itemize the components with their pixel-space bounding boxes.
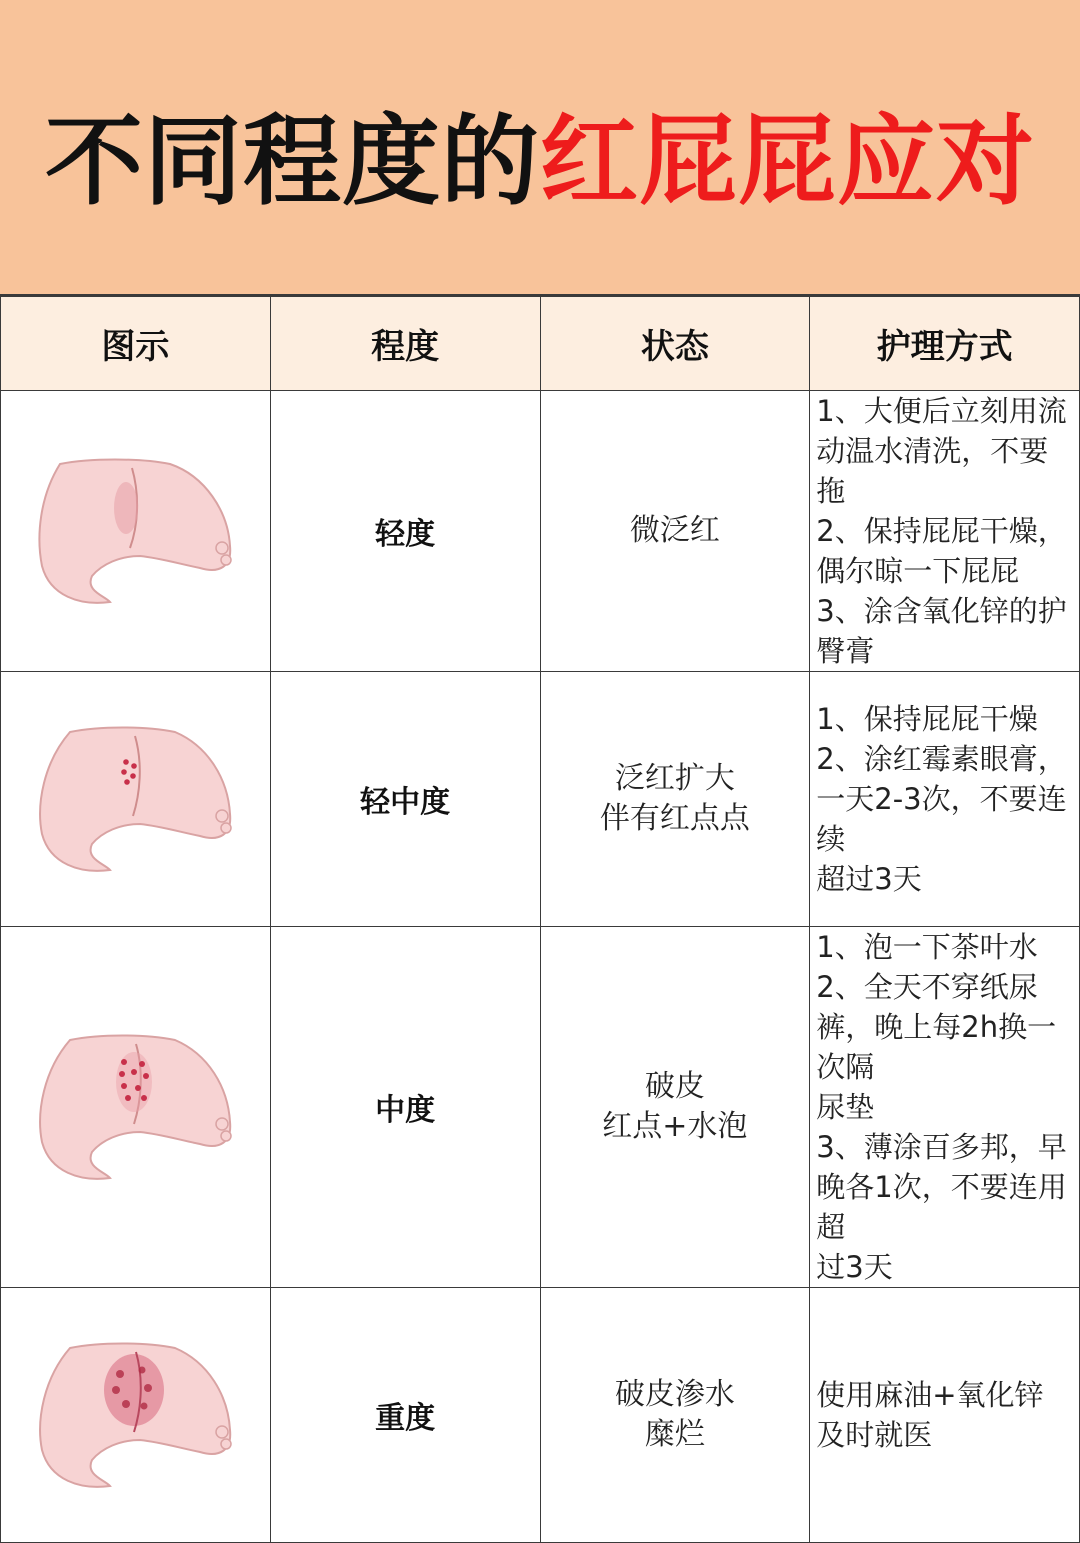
state-text: 微泛红: [629, 513, 720, 548]
state-text: 红点+水泡: [602, 1109, 748, 1144]
degree-cell: 重度: [270, 1288, 540, 1543]
care-text: 3、薄涂百多邦，早晚各1次，不要连用超: [816, 1130, 1067, 1244]
title-red-part: 红屁屁应对: [540, 104, 1036, 219]
illustration-cell: [1, 927, 271, 1288]
baby-bottom-moderate-illustration: [30, 1032, 240, 1182]
title-black-part: 不同程度的: [44, 104, 540, 219]
illustration-cell: [1, 1288, 271, 1543]
care-cell: [810, 672, 1080, 927]
table-row: [1, 391, 1080, 672]
state-text: 破皮渗水: [614, 1377, 735, 1412]
care-text: 1、保持屁屁干燥: [816, 702, 1038, 736]
baby-bottom-severe-illustration: [30, 1340, 240, 1490]
care-cell: [810, 1288, 1080, 1543]
care-text: 1、泡一下茶叶水: [816, 930, 1038, 964]
state-text: 糜烂: [644, 1417, 705, 1452]
care-text: 过3天: [816, 1250, 893, 1284]
care-cell: [810, 927, 1080, 1288]
table-row: [1, 672, 1080, 927]
page-title: [45, 83, 1035, 224]
care-text: 2、全天不穿纸尿裤，晚上每2h换一次隔: [816, 970, 1057, 1084]
state-cell: [540, 927, 810, 1288]
care-text: 使用麻油+氧化锌: [816, 1378, 1044, 1412]
state-cell: [540, 672, 810, 927]
care-cell: [810, 391, 1080, 672]
table-header-row: [1, 297, 1080, 391]
state-cell: [540, 391, 810, 672]
degree-cell: 中度: [270, 927, 540, 1288]
illustration-cell: [1, 672, 271, 927]
table-row: [1, 1288, 1080, 1543]
baby-bottom-mild-illustration: [30, 456, 240, 606]
title-banner: [0, 0, 1080, 296]
care-text: 2、保持屁屁干燥，偶尔晾一下屁屁: [816, 514, 1067, 588]
header-degree: 程度: [270, 297, 540, 391]
header-state: 状态: [540, 297, 810, 391]
baby-bottom-mild-moderate-illustration: [30, 724, 240, 874]
state-text: 泛红扩大: [614, 761, 735, 796]
degree-cell: 轻度: [270, 391, 540, 672]
state-cell: [540, 1288, 810, 1543]
care-text: 1、大便后立刻用流动温水清洗，不要拖: [816, 394, 1067, 508]
care-text: 2、涂红霉素眼膏，一天2-3次，不要连续: [816, 742, 1067, 856]
illustration-cell: [1, 391, 271, 672]
care-text: 超过3天: [816, 862, 922, 896]
care-table: [0, 296, 1080, 1543]
degree-cell: 轻中度: [270, 672, 540, 927]
care-text: 尿垫: [816, 1090, 875, 1124]
care-text: 3、涂含氧化锌的护臀膏: [816, 594, 1067, 668]
header-illustration: 图示: [1, 297, 271, 391]
care-text: 及时就医: [816, 1418, 933, 1452]
state-text: 破皮: [644, 1069, 705, 1104]
header-care: 护理方式: [810, 297, 1080, 391]
table-row: [1, 927, 1080, 1288]
state-text: 伴有红点点: [599, 801, 750, 836]
